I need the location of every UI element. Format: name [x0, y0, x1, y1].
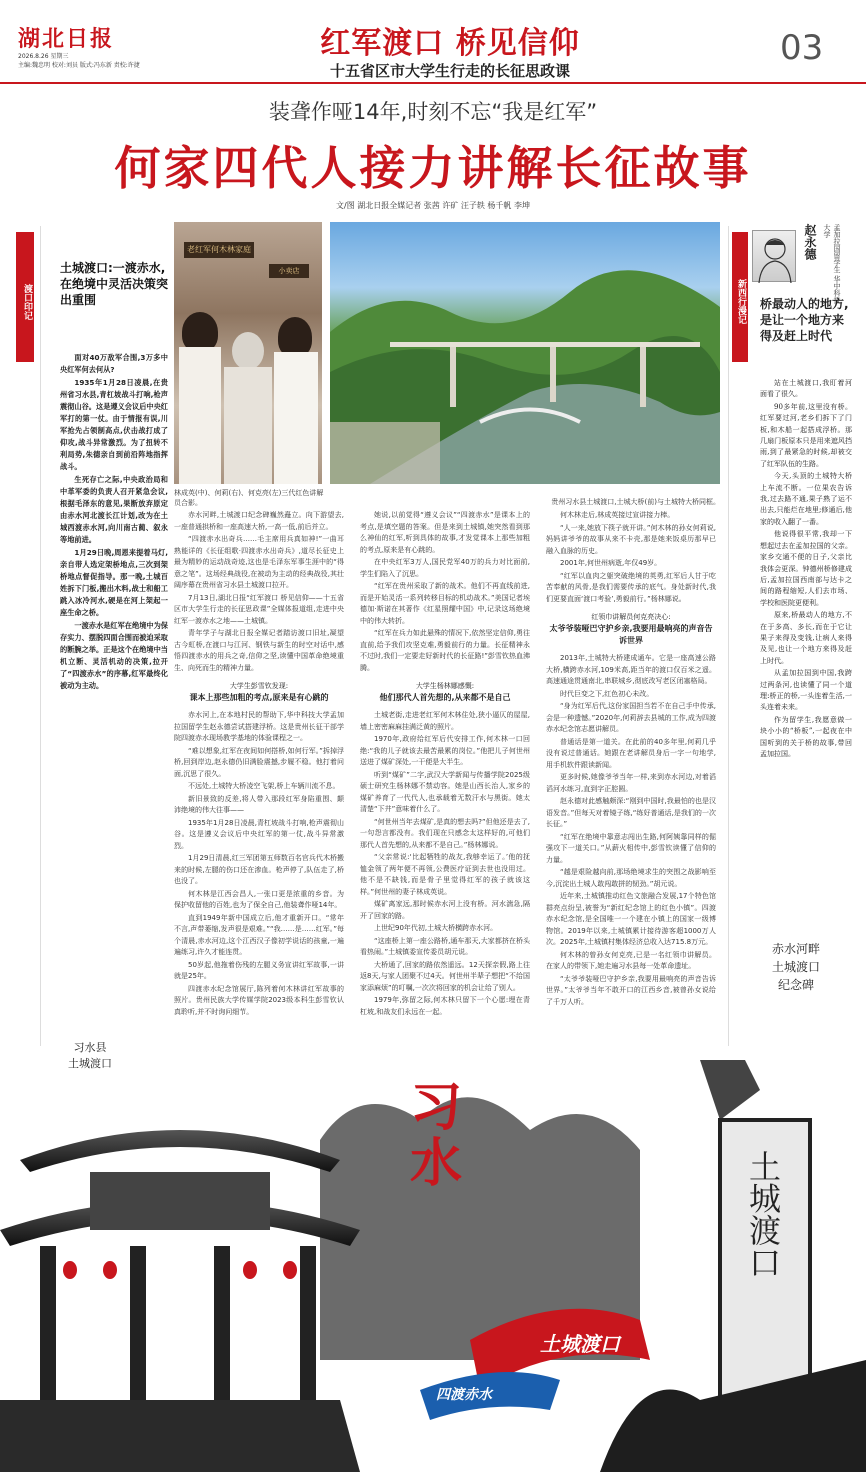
family-photo-caption: 林成英(中)、何莉(右)、何克亮(左)三代红色讲解员合影。 — [174, 489, 324, 507]
monument-flag — [700, 1060, 760, 1120]
issue-date: 2026.8.26 星期三 — [18, 53, 69, 60]
left-poem-line: 习水县 — [73, 1041, 107, 1054]
column-paragraph: “人一来,她放下筷子就开讲。”何木林的孙女何莉说,妈妈讲爷爷的故事从来不卡壳,那是她来饭桌历那早已融入血脉的历史。 — [546, 523, 716, 555]
article-kicker: 装聋作哑14年,时刻不忘“我是红军” — [268, 100, 598, 124]
shop-sign-right: 小卖店 — [269, 264, 309, 278]
label-tucheng: 土城渡口 — [540, 1332, 620, 1356]
column-paragraph: “越是艰险越向前,那场绝境求生的突围之战影响至今,沉淀出土城人敢闯敢拼的韧劲。”胡元说。 — [546, 868, 716, 888]
right-paragraph: 原来,桥最动人的地方,不在于多高、多长,而在于它让果子来得及变钱,让病人来得及见,也让一个地方来得及赶上时代。 — [760, 611, 852, 665]
left-headline: 土城渡口:一渡赤水,在绝境中灵活决策突出重围 — [60, 261, 169, 307]
column-paragraph: “红军在兵力如此悬殊的情况下,依然坚定信仰,勇往直前,给予我们攻坚克难,勇毅前行的力量。长征精神永不过时,我们一定要走好新时代的长征路!”彭雪钦热血沸腾。 — [360, 629, 530, 672]
person-center-body — [224, 367, 272, 484]
column-paragraph: 1935年1月28日凌晨,青杠坡战斗打响,枪声震彻山谷。这是遵义会议后中央红军的第一仗,战斗异常激烈。 — [174, 818, 344, 850]
header-divider — [0, 82, 866, 84]
left-body — [60, 352, 168, 693]
calligraphy-title: 习水 — [410, 1077, 463, 1194]
column-paragraph: 赤水河上,在本地村民的帮助下,华中科技大学孟加拉国留学生赵永德尝试搭建浮桥。这是贵州长征干部学院四渡赤水现场教学基地的体验课程之一。 — [174, 711, 344, 742]
highway-bridge-deck — [390, 342, 700, 347]
column-paragraph: “这座桥上第一座公路桥,通车那天,大家都挤在桥头看热闹。”土城镇委宣传委员胡元说。 — [360, 936, 530, 956]
bridge-photo-caption: 贵州习水县土城渡口,土城大桥(前)与土城特大桥同框。 — [551, 498, 720, 506]
person-right-body — [274, 352, 318, 484]
left-paragraph: 面对40万敌军合围,3万多中央红军何去何从? — [60, 353, 168, 374]
column-paragraph: “红军以血肉之躯突破绝境的英勇,红军后人甘于吃苦奉献的风骨,是我们需要传承的底气。身处新时代,我们更要直面‘渡口考验’,勇毅前行。”杨林娜说。 — [546, 571, 716, 603]
column-paragraph: 1970年,政府给红军后代安排工作,何木林一口回绝:“我的儿子就该去最苦最累的岗位。”他把儿子何世州送进了煤矿深处,一干便是大半生。 — [360, 735, 530, 766]
right-paragraph: 作为留学生,我愿意做一块小小的“桥板”,一起夜在中国听到的关于桥的故事,带回孟加拉国。 — [760, 715, 852, 758]
subhead-lead: 红领巾讲解员何克亮决心: — [591, 613, 671, 621]
red-lantern — [243, 1261, 257, 1279]
column-paragraph: “太爷爷装哑巴守护乡亲,我要用最响亮的声音告诉世界。”太爷爷当年不敢开口的江西乡音,被曾孙女说给了千万人听。 — [546, 974, 716, 1006]
column-subhead — [360, 680, 530, 704]
bottom-illustration — [0, 1060, 866, 1472]
column-paragraph: 2013年,土城特大桥建成通车。它是一座高速公路大桥,横跨赤水河,109米高,距当年的渡口仅百米之遥。高速通途贯通南北,串联城乡,彻底改写老区闭塞格局。 — [546, 654, 716, 685]
right-paragraph: 从孟加拉国到中国,我跨过两条河,也读懂了同一个道理:桥正的桥,一头连着生活,一头连着未来。 — [760, 669, 852, 712]
column-paragraph: 在中央红军3万人,国民党军40万的兵力对比面前,学生们陷入了沉思。 — [360, 558, 530, 578]
left-paragraph: 生死存亡之际,中央政治局和中革军委的负责人召开紧急会议,根据毛泽东的意见,果断放弃原定由赤水河北渡长江计划,改为在土城西渡赤水河,向川南古蔺、叙永等地前进。 — [60, 475, 168, 544]
column-paragraph: 听到“煤矿”二字,武汉大学新闻与传播学院2025级硕士研究生杨林娜不禁动容。她是山西长治人,家乡的煤矿养育了一代代人,也承载着无数汗水与黑街。她太清楚“下井”意味着什么了。 — [360, 770, 530, 813]
subhead-lead: 大学生杨林娜感慨: — [415, 682, 475, 690]
right-headline: 桥最动人的地方,是让一个地方来得及赶上时代 — [760, 297, 849, 343]
article-byline: 文/图 湖北日报全媒记者 张茜 许矿 汪子轶 杨千帆 李坤 — [336, 201, 530, 210]
column-paragraph: 何木林走后,林成英接过宣讲接力棒。 — [560, 511, 675, 519]
left-paragraph: 1935年1月28日凌晨,在贵州省习水县,青杠坡战斗打响,枪声震彻山谷。这是遵义会议后中央红军打的第一仗。由于情报有误,川军抢先占领制高点,伏击战打成了仰攻,战斗异常激烈。为了扭转不利局势,朱德亲自到前沿阵地指挥战斗。 — [60, 378, 168, 471]
article-column-2 — [360, 510, 530, 1019]
column-paragraph: 不远处,土城特大桥凌空飞架,桥上车辆川流不息。 — [188, 782, 340, 790]
shop-sign-left: 老红军何木林家庭 — [184, 242, 254, 258]
right-column-rule — [728, 226, 729, 1046]
left-poem-line: 土城渡口 — [68, 1057, 112, 1070]
column-subhead — [174, 680, 344, 704]
author-name: 赵永德 — [803, 224, 817, 260]
column-paragraph: “难以想象,红军在夜间如何搭桥,如何行军。”拆掉浮桥,回到岸边,赵永德仍旧满脸震撼,步履不稳。他打着问面,沉思了很久。 — [174, 746, 344, 778]
town-buildings — [330, 422, 440, 484]
subhead-title: 他们那代人首先想的,从来都不是自己 — [379, 693, 511, 702]
column-paragraph: 土城老街,走进老红军何木林住处,狭小逼仄的屋屋,墙上密密麻麻挂满泛黄的照片。 — [360, 711, 530, 731]
article-headline: 何家四代人接力讲解长征故事 — [114, 141, 752, 195]
subhead-title: 太爷爷装哑巴守护乡亲,我要用最响亮的声音告诉世界 — [549, 624, 713, 645]
red-lantern — [63, 1261, 77, 1279]
column-paragraph: 她说,以前觉得“遵义会议”“四渡赤水”是课本上的考点,是填空题的答案。但是来到土城镇,她突然看到那么神仙的红军,听到具体的故事,才发觉课本上那些加粗的考点,原来是有心跳的。 — [360, 511, 530, 554]
column-paragraph: 近年来,土城镇推动红色文旅融合发展,17个特色馆群亮点纷呈,被誉为“新红纪念馆上的红色小镇”。四渡赤水纪念馆,是全国唯一一个建在小镇上的国家一级博物馆。2019年以来,土城镇累计接待游客超1000万人次。2025年,土城镇村集体经济总收入达715.8万元。 — [546, 892, 716, 946]
article-column-1 — [174, 510, 344, 1019]
left-paragraph: 1月29日晚,周恩来提着马灯,亲自带人选定架桥地点,三次到架桥地点督促指导。那一晚,土城百姓拆下门板,搬出木料,战士和船工跳入冰冷河水,硬是在河上架起一座生命之桥。 — [60, 548, 168, 617]
column-paragraph: “四渡赤水出奇兵……毛主席用兵真如神!”一曲耳熟能详的《长征组歌·四渡赤水出奇兵》,道尽长征史上最为精妙的运动战奇迹,这也是毛泽东军事生涯中的“得意之笔”。这场经典战役,在被动为主动的经典战役,其壮阔序幕在贵州省习水县土城渡口拉开。 — [174, 535, 344, 589]
column-paragraph: “红军在贵州采取了新的战术。他们不再直线前进,而是开始灵活一系列转移目标的机动战术。”美国记者埃德加·斯诺在其著作《红星照耀中国》中,记录这场绝境中的伟大转折。 — [360, 582, 530, 625]
column-paragraph: “身为红军后代,这份家国担当若不在自己手中传承,会是一种遗憾。”2020年,何莉辞去县城的工作,成为四渡赤水纪念馆志愿讲解员。 — [546, 702, 716, 733]
left-section-tag: 渡口印记 — [16, 232, 34, 362]
person-left-body — [179, 347, 221, 484]
column-paragraph: “父亲常说:‘比起牺牲的战友,我够幸运了。’他的抚恤金领了两年便不再领,公费医疗证到去世也没用过。他不是不缺钱,而是骨子里觉得红军的孩子就该这样。”何世州的妻子林成英说。 — [360, 853, 530, 896]
left-paragraph: 一渡赤水是红军在绝境中为保存实力、摆脱四面合围而被迫采取的断腕之举。正是这个在绝境中当机立断、灵活机动的决策,拉开了“四渡赤水”的序幕,红军最终化被动为主动。 — [60, 621, 168, 690]
red-lantern — [103, 1261, 117, 1279]
column-paragraph: 青年学子与湖北日报全媒记者踏访渡口旧址,凝望古今虹桥,在渡口与江河、钢铁与新生的时空对话中,感悟四渡赤水的用兵之奇,信仰之坚,读懂中国革命绝境重生、向死而生的精神力量。 — [174, 629, 344, 672]
masthead-logo: 湖北日报 — [18, 26, 115, 52]
column-paragraph: 更多时候,她像爷爷当年一样,来到赤水河边,对着滔滔河水练习,直到字正腔圆。 — [546, 773, 716, 793]
right-paragraph: 90多年前,这里没有桥。红军要过河,老乡们拆下了门板,和木船一起搭成浮桥。那几扇门板原本只是用来遮风挡雨,到了最紧急的时候,却被交了红军队伍的生路。 — [760, 402, 852, 468]
subhead-lead: 大学生彭雪钦发现: — [229, 682, 289, 690]
column-paragraph: 何木林是江西会昌人,一张口更是浓重的乡音。为保护收留他的百姓,也为了保全自己,他装聋作哑14年。 — [174, 889, 344, 909]
subhead-title: 课本上那些加粗的考点,原来是有心跳的 — [189, 693, 329, 702]
column-paragraph: 赤水河畔,土城渡口纪念碑巍然矗立。向下游望去,一座普通拱桥和一座高速大桥,一高一低,前后并立。 — [174, 511, 344, 531]
red-lantern — [283, 1261, 297, 1279]
bridge-pier — [550, 347, 556, 402]
gate-floor — [0, 1400, 360, 1472]
right-poem-line: 赤水河畔 — [771, 942, 820, 956]
gate-roof-top — [20, 1130, 340, 1172]
column-paragraph: 时代巨变之下,红色初心未改。 — [560, 689, 654, 698]
author-title: 孟加拉国留学生 华中科技大学 — [823, 224, 841, 304]
bridge-landscape — [330, 222, 720, 484]
right-paragraph: 今天,头顶的土城特大桥上车流不断。一位果农告诉我,过去路不通,果子熟了运不出去,只能烂在地里;修通后,他家的收入翻了一番。 — [760, 472, 852, 526]
person-left-head — [182, 312, 218, 352]
column-subhead — [546, 611, 716, 647]
column-paragraph: 2001年,何世州病逝,年仅49岁。 — [560, 559, 662, 567]
column-paragraph: 何木林的曾孙女何克亮,已是一名红领巾讲解员。在家人的带领下,她走遍习水县每一处革命遗址。 — [546, 950, 716, 970]
monument-inscription: 土城渡口 — [744, 1150, 782, 1278]
column-paragraph: “红军在绝境中靠意志闯出生路,何阿姨靠同样的倔强攻下一道关口。”从薪火相传中,彭雪钦读懂了信仰的力量。 — [546, 832, 716, 864]
person-right-head — [278, 317, 312, 357]
column-paragraph: “何世州当年去煤矿,是真的想去吗?”但他还是去了,一句怨言都没有。我们现在只感念太这样好的,可他们那代人首先想的,从来都不是自己。”杨林娜说。 — [360, 817, 530, 849]
bridge-pier — [640, 347, 646, 407]
editor-credits: 主编:魏忠明 校对:刘员 版式:冯东新 责校:许捷 — [18, 62, 140, 69]
gate-frieze — [90, 1172, 270, 1230]
person-center-head — [232, 332, 264, 370]
column-paragraph: 上世纪90年代初,土城大桥横跨赤水河。 — [374, 924, 498, 932]
avatar-sketch — [753, 231, 797, 283]
bridge-pier — [450, 347, 456, 407]
right-paragraph: 站在土城渡口,我盯着河面看了很久。 — [760, 379, 852, 399]
bridge-photo — [330, 222, 720, 484]
column-paragraph: 1979年,弥留之际,何木林只留下一个心愿:埋在青杠坡,和战友们永远在一起。 — [360, 996, 530, 1016]
column-paragraph: 大桥通了,回家的路依然遥远。12天探亲假,路上往返8天,与家人团聚不过4天。何世州半辈子想把“不给国家添麻烦”的叮嘱,一次次将回家的机会让给了别人。 — [360, 960, 530, 992]
page-subtitle: 十五省区市大学生行走的长征思政课 — [329, 62, 570, 80]
column-paragraph: 煤矿离家远,那时候赤水河上没有桥。河水湍急,隔开了回家的路。 — [360, 900, 530, 920]
right-poem-line: 土城渡口 — [771, 960, 820, 974]
right-section-tag: 新西行漫记 — [732, 232, 748, 362]
column-paragraph: 普通话是第一道关。在此前的40多年里,何莉几乎没有说过普通话。她跟在老讲解员身后一字一句地学,用手机软件跟读新闻。 — [546, 737, 716, 769]
right-body — [760, 378, 852, 761]
author-avatar — [752, 230, 796, 282]
column-paragraph: 四渡赤水纪念馆展厅,陈列着何木林讲红军故事的照片。贵州民族大学传媒学院2023级本科生彭雪钦认真聆听,并不时询问细节。 — [174, 984, 344, 1016]
issue-meta — [18, 52, 218, 70]
right-poem-line: 纪念碑 — [777, 978, 814, 992]
column-paragraph: 1月29日清晨,红三军团第五师数百名官兵代木桥搬来的时候,左腿的伤口还在渗血。枪声停了,队伍走了,桥也没了。 — [174, 854, 344, 885]
column-paragraph: 赵永德对此感触颇深:“刚到中国时,我最怕的也是汉语发音。”但每天对着镜子练,“练好普通话,是我们的一次长征。” — [546, 797, 716, 828]
right-poem — [736, 940, 856, 994]
right-paragraph: 他说得很平常,我却一下想起过去在孟加拉国的父亲。家乡交通不便的日子,父亲比我体会更深。钟德州桥修建成后,孟加拉国西南部与达卡之间的路程缩短,人们去市场、学校和医院更便利。 — [760, 530, 852, 607]
article-column-3 — [546, 510, 716, 1009]
left-column-rule — [40, 226, 41, 1046]
column-paragraph: 新旧景致的反差,将人带入那段红军身陷重围、颠沛绝境的伟大往事—— — [174, 794, 344, 814]
page-number: 03 — [780, 28, 824, 68]
label-sidu: 四渡赤水 — [436, 1387, 492, 1403]
column-paragraph: 50岁起,他拖着伤残的左腿义务宣讲红军故事,一讲就是25年。 — [174, 960, 344, 980]
family-photo — [174, 222, 322, 484]
page-title: 红军渡口 桥见信仰 — [320, 26, 580, 61]
column-paragraph: 7月13日,湖北日报“红军渡口 桥见信仰——十五省区市大学生行走的长征思政课”全媒体报道组,走进中央红军一渡赤水之地——土城镇。 — [174, 593, 344, 625]
column-paragraph: 直到1949年新中国成立后,他才重新开口。“常年不言,声带萎缩,发声很是艰难。”“我……是……红军。”每个清晨,赤水河边,这个江西汉子像初学说话的孩童,一遍遍练习,许久才能连贯。 — [174, 913, 344, 956]
